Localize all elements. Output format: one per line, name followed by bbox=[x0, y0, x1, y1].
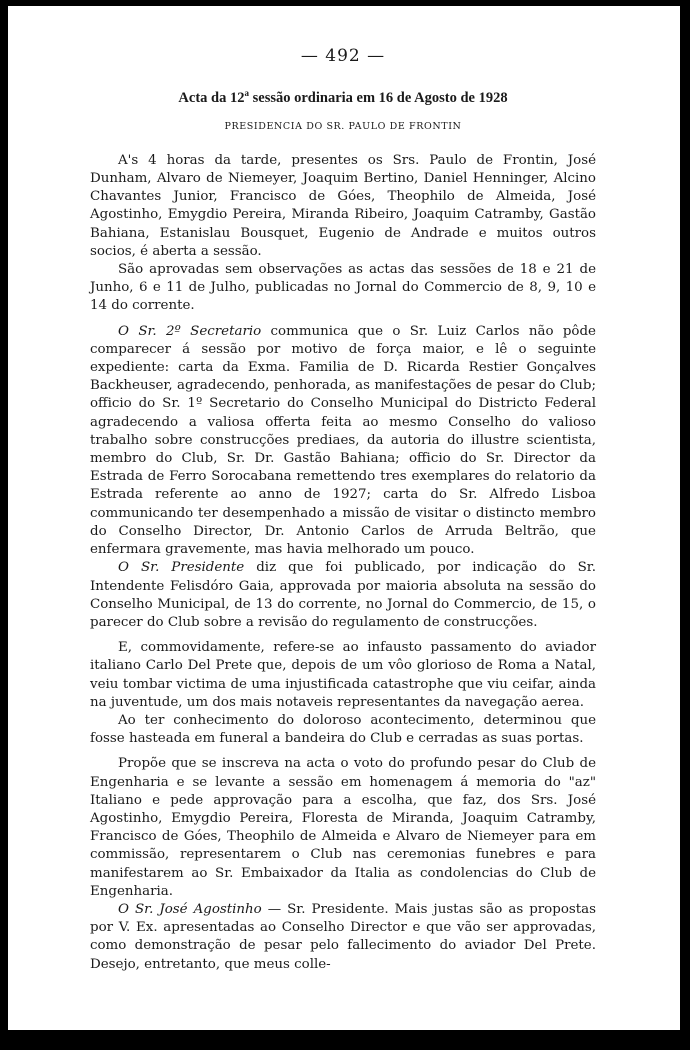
paragraph-text: — Sr. Presidente. Mais justas são as propostas por V. Ex. apresentadas ao Conselho Director e que vão ser approvadas, como demonstração de pesar pelo fallecimento do aviador Del Prete. Desejo, entretanto, que meus colle- bbox=[90, 901, 596, 972]
paragraph-secretary bbox=[90, 323, 596, 560]
paragraph-proposal bbox=[90, 755, 596, 901]
paragraph-flag bbox=[90, 712, 596, 748]
paragraph-text: A's 4 horas da tarde, presentes os Srs. Paulo de Frontin, José Dunham, Alvaro de Niemeyer, Joaquim Bertino, Daniel Henninger, Alcino Chavantes Junior, Francisco de Góes, Theophilo de Almeida, José Agostinho, Emygdio Pereira, Miranda Ribeiro, Joaquim Catramby, Gastão Bahiana, Estanislau Bousquet, Eugenio de Andrade e muitos outros socios, é aberta a sessão. bbox=[90, 152, 596, 259]
paragraph-text: Propõe que se inscreva na acta o voto do profundo pesar do Club de Engenharia e se levante a sessão em homenagem á memoria do "az" Italiano e pede approvação para a escolha, que faz, dos Srs. José Agostinho, Emygdio Pereira, Floresta de Miranda, Joaquim Catramby, Francisco de Góes, Theophilo de Almeida e Alvaro de Niemeyer para em commissão, representarem o Club nas ceremonias funebres e para manifestarem ao Sr. Embaixador da Italia as condolencias do Club de Engenharia. bbox=[90, 756, 596, 899]
paragraph-text: diz que foi publicado, por indicação do Sr. Intendente Felisdóro Gaia, approvada por maioria absoluta na sessão do Conselho Municipal, de 13 do corrente, no Jornal do Commercio, de 15, o parecer do Club sobre a revisão do regulamento de construcções. bbox=[90, 560, 596, 630]
paragraph-attendance bbox=[90, 152, 596, 261]
speaker-name: O Sr. 2º Secretario bbox=[118, 323, 262, 339]
paragraph-text: E, commovidamente, refere-se ao infausto passamento do aviador italiano Carlo Del Prete que, depois de um vôo glorioso de Roma a Natal, veiu tombar victima de uma injustificada catastrophe que viu ceifar, ainda na juventude, um dos mais notaveis representantes da navegação aerea. bbox=[90, 640, 596, 710]
paragraph-text: São aprovadas sem observações as actas das sessões de 18 e 21 de Junho, 6 e 11 de Julho, publicadas no Jornal do Commercio de 8, 9, 10 e 14 do corrente. bbox=[90, 262, 596, 314]
page-content bbox=[90, 46, 596, 974]
paragraph-agostinho bbox=[90, 901, 596, 974]
page-number: — 492 — bbox=[300, 46, 386, 66]
paragraph-text: communica que o Sr. Luiz Carlos não pôde comparecer á sessão por motivo de força maior, e lê o seguinte expediente: carta da Exma. Familia de D. Ricarda Restier Gonçalves Backheuser, agradecendo, penhorada, as manifestações de pesar do Club; officio do Sr. 1º Secretario do Conselho Municipal do Districto Federal agradecendo a valiosa offerta feita ao mesmo Conselho do valioso trabalho sobre construcções prediaes, da autoria do illustre scientista, membro do Club, Sr. Dr. Gastão Bahiana; officio do Sr. Director da Estrada de Ferro Sorocabana remettendo tres exemplares do relatorio da Estrada referente ao anno de 1927; carta do Sr. Alfredo Lisboa communicando ter desempenhado a missão de visitar o distincto membro do Conselho Director, Dr. Antonio Carlos de Arruda Beltrão, que enfermara gravemente, mas havia melhorado um pouco. bbox=[90, 323, 596, 558]
speaker-name: O Sr. Presidente bbox=[118, 560, 245, 576]
presidency-line: PRESIDENCIA DO SR. PAULO DE FRONTIN bbox=[224, 120, 462, 132]
paragraph-text: Ao ter conhecimento do doloroso acontecimento, determinou que fosse hasteada em funeral a bandeira do Club e cerradas as suas portas. bbox=[90, 712, 596, 747]
paragraph-president bbox=[90, 559, 596, 632]
title-text-rest: sessão ordinaria em 16 de Agosto de 1928 bbox=[248, 89, 508, 106]
minutes-title bbox=[90, 88, 596, 107]
paragraph-approvals bbox=[90, 261, 596, 316]
title-superscript: a bbox=[244, 88, 249, 98]
document-page bbox=[8, 6, 680, 1030]
paragraph-condolence bbox=[90, 639, 596, 712]
title-text: Acta da 12 bbox=[178, 89, 245, 106]
speaker-name: O Sr. José Agostinho bbox=[118, 901, 262, 917]
